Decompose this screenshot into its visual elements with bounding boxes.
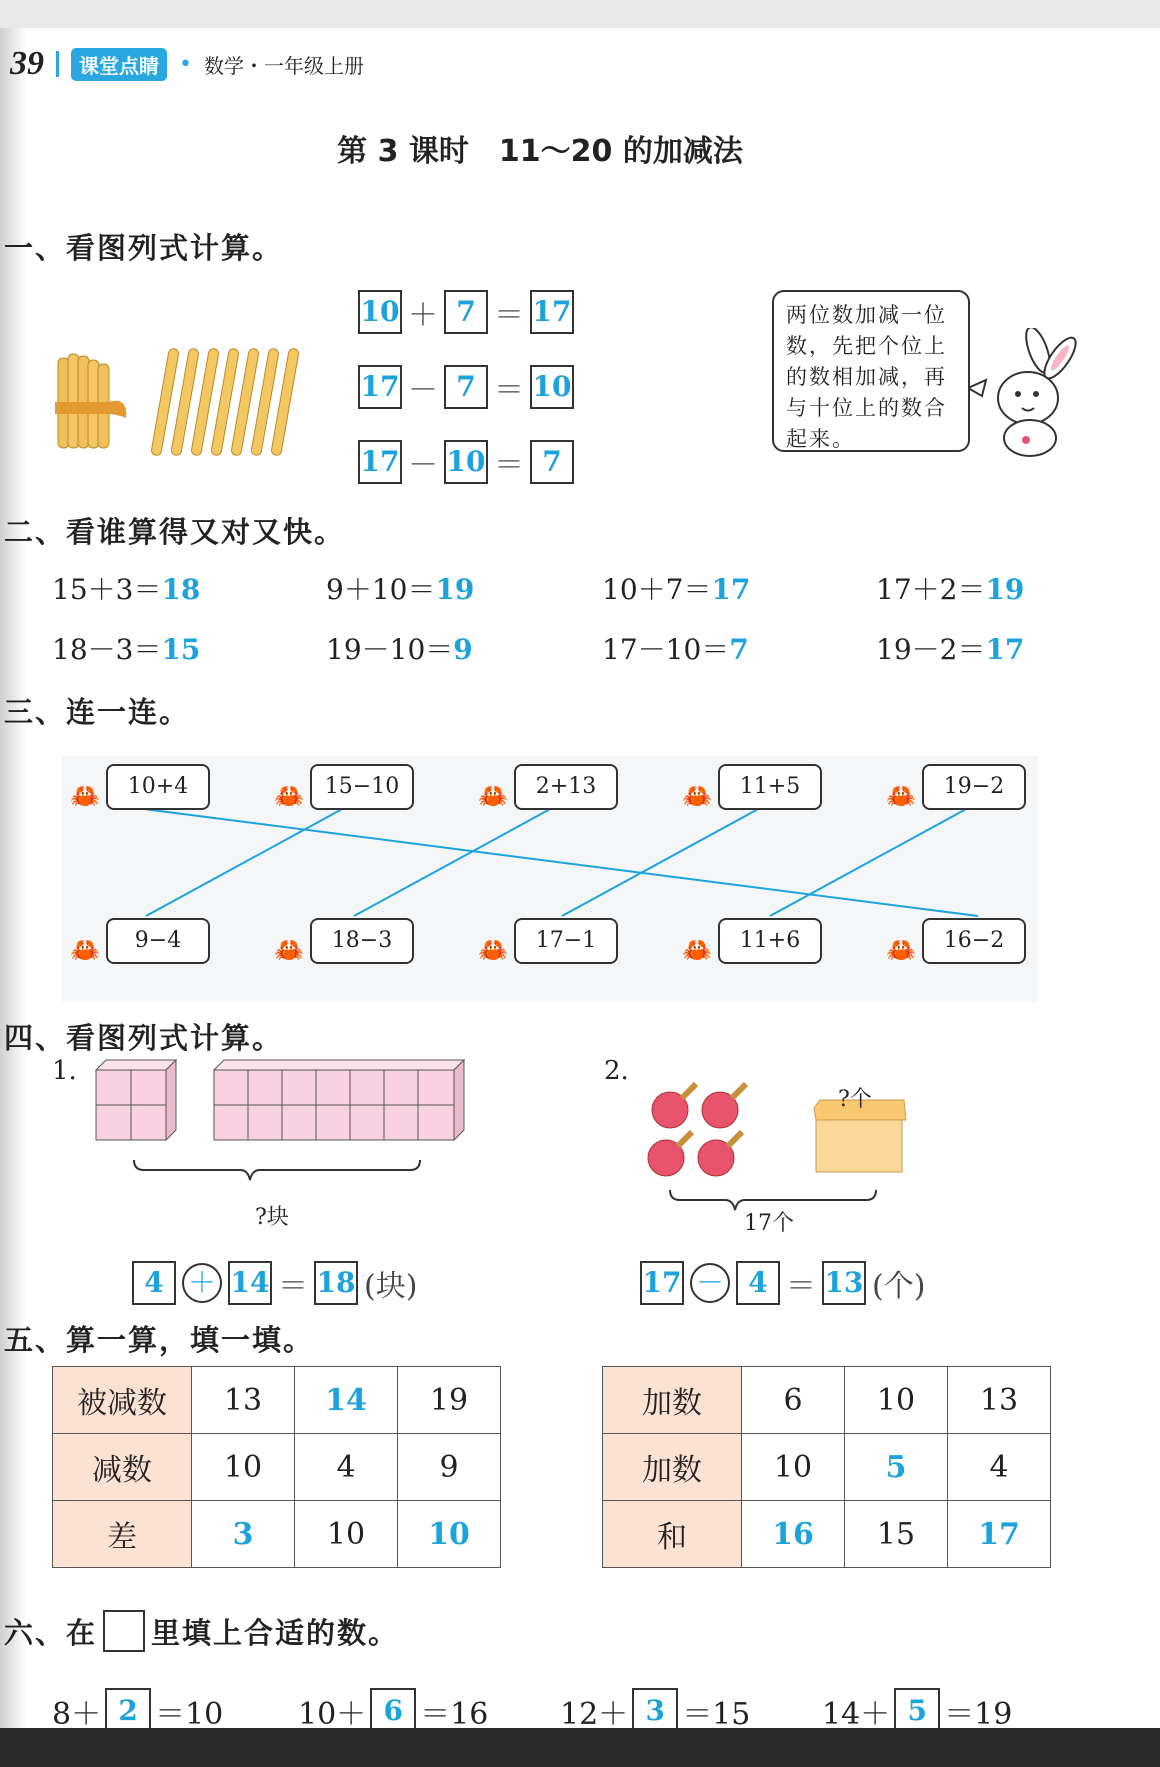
match-line (770, 808, 968, 916)
crab-icon: 🦀 (886, 782, 916, 810)
fill-blank-item (298, 1688, 488, 1728)
match-top-card[interactable]: 15−10 (310, 764, 414, 810)
answer-box[interactable]: 7 (444, 365, 488, 409)
table-cell: 4 (295, 1434, 398, 1501)
answer-box[interactable]: 4 (132, 1261, 176, 1305)
table-cell: 4 (948, 1434, 1051, 1501)
mental-math-item: 15＋3＝18 (52, 573, 201, 606)
answer-box[interactable]: 5 (894, 1688, 940, 1728)
tip-speech-bubble: 两位数加减一位数，先把个位上的数相加减，再与十位上的数合起来。 (772, 290, 970, 452)
section-6-text-start: 六、在 (4, 1615, 98, 1650)
expression-start: 12＋ (560, 1697, 629, 1728)
crab-icon: 🦀 (478, 936, 508, 964)
expression-start: 8＋ (52, 1697, 102, 1728)
equals-sign: ＝ (494, 373, 524, 408)
unit-label: (个) (872, 1269, 926, 1304)
cube-total-label: ?块 (255, 1205, 289, 1230)
table-cell: 6 (742, 1367, 845, 1434)
match-bottom-card[interactable]: 11+6 (718, 918, 822, 964)
section-6-text-end: 里填上合适的数。 (151, 1615, 400, 1650)
table-cell: 10 (295, 1501, 398, 1568)
match-top-card[interactable]: 2+13 (514, 764, 618, 810)
mental-math-item: 10＋7＝17 (602, 573, 751, 606)
table-cell: 10 (742, 1434, 845, 1501)
fill-blank-item (822, 1688, 1012, 1728)
crab-icon: 🦀 (682, 782, 712, 810)
answer-box[interactable]: 13 (822, 1261, 866, 1305)
match-top-card[interactable]: 11+5 (718, 764, 822, 810)
row-header: 减数 (53, 1434, 192, 1501)
fill-blank-item (52, 1688, 223, 1728)
answer-box[interactable]: 17 (530, 290, 574, 334)
matching-lines (0, 28, 1160, 1028)
ping-pong-paddle-icon (698, 1132, 742, 1176)
operator-circle[interactable]: － (690, 1263, 730, 1303)
equals-sign: ＝ (278, 1269, 308, 1304)
addition-table (602, 1366, 1051, 1568)
mental-math-item: 19－10＝9 (326, 633, 473, 666)
answer-box[interactable]: 3 (632, 1688, 678, 1728)
answer-box[interactable]: 18 (314, 1261, 358, 1305)
match-bottom-card[interactable]: 9−4 (106, 918, 210, 964)
expression-end: ＝19 (944, 1697, 1013, 1728)
mental-math-item: 17－10＝7 (602, 633, 749, 666)
cubes-illustration (90, 1048, 470, 1218)
match-line (136, 808, 978, 916)
question-number: 2. (604, 1056, 629, 1086)
cube-group-small (96, 1060, 176, 1140)
equals-sign: ＝ (786, 1269, 816, 1304)
answer-cell[interactable]: 14 (295, 1367, 398, 1434)
equals-sign: ＝ (494, 298, 524, 333)
table-row (603, 1501, 1051, 1568)
mental-math-item: 17＋2＝19 (876, 573, 1025, 606)
box-unknown-label: ?个 (838, 1087, 872, 1112)
part4-q1-equation (132, 1261, 417, 1305)
answer-box[interactable]: 7 (444, 290, 488, 334)
workbook-page (0, 28, 1160, 1728)
section-2-heading: 二、看谁算得又对又快。 (4, 515, 346, 549)
mental-math-item: 9＋10＝19 (326, 573, 475, 606)
ping-pong-paddle-icon (652, 1084, 696, 1128)
subject-label: 数学・一年级上册 (203, 53, 364, 78)
table-cell: 9 (398, 1434, 501, 1501)
crab-icon: 🦀 (274, 782, 304, 810)
answer-box[interactable]: 14 (228, 1261, 272, 1305)
answer-cell[interactable]: 3 (192, 1501, 295, 1568)
match-bottom-card[interactable]: 18−3 (310, 918, 414, 964)
section-4-heading: 四、看图列式计算。 (4, 1021, 284, 1055)
table-row (53, 1434, 501, 1501)
answer-box[interactable]: 2 (105, 1688, 151, 1728)
row-header: 被减数 (53, 1367, 192, 1434)
page-title: 第 3 课时 11～20 的加减法 (337, 134, 743, 169)
table-cell: 19 (398, 1367, 501, 1434)
header-dot: • (179, 51, 192, 77)
crab-icon: 🦀 (886, 936, 916, 964)
match-bottom-card[interactable]: 17−1 (514, 918, 618, 964)
crab-icon: 🦀 (70, 936, 100, 964)
table-row (603, 1367, 1051, 1434)
expression-end: ＝15 (682, 1697, 751, 1728)
table-row (53, 1501, 501, 1568)
answer-box[interactable]: 17 (358, 365, 402, 409)
table-cell: 10 (192, 1434, 295, 1501)
table-row (603, 1434, 1051, 1501)
match-top-card[interactable]: 19−2 (922, 764, 1026, 810)
section-1-heading: 一、看图列式计算。 (4, 231, 284, 265)
operator-circle[interactable]: ＋ (182, 1263, 222, 1303)
section-6-heading (4, 1610, 399, 1652)
part4-q2-equation (640, 1261, 925, 1305)
table-cell: 15 (845, 1501, 948, 1568)
row-header: 加数 (603, 1367, 742, 1434)
answer-cell[interactable]: 16 (742, 1501, 845, 1568)
answer-box[interactable]: 10 (530, 365, 574, 409)
fill-blank-item (560, 1688, 750, 1728)
screen-bottom-bar (0, 1728, 1160, 1767)
subtraction-table (52, 1366, 501, 1568)
match-line (146, 808, 344, 916)
table-cell: 10 (845, 1367, 948, 1434)
answer-cell[interactable]: 5 (845, 1434, 948, 1501)
page-number: 39 (10, 45, 44, 82)
table-row (53, 1367, 501, 1434)
ping-pong-paddle-icon (702, 1084, 746, 1128)
table-cell: 13 (948, 1367, 1051, 1434)
table-cell: 13 (192, 1367, 295, 1434)
expression-end: ＝16 (420, 1697, 489, 1728)
equals-sign: ＝ (494, 448, 524, 483)
section-3-heading: 三、连一连。 (4, 695, 191, 729)
paddle-total-label: 17个 (744, 1211, 794, 1236)
match-top-card[interactable]: 10+4 (106, 764, 210, 810)
answer-cell[interactable]: 10 (398, 1501, 501, 1568)
operator: － (408, 373, 438, 408)
operator: ＋ (408, 298, 438, 333)
brand-badge: 课堂点睛 (71, 48, 167, 81)
unit-label: (块) (364, 1269, 418, 1304)
expression-end: ＝10 (155, 1697, 224, 1728)
answer-cell[interactable]: 17 (948, 1501, 1051, 1568)
crab-icon: 🦀 (70, 782, 100, 810)
ping-pong-paddle-icon (648, 1132, 692, 1176)
crab-icon: 🦀 (274, 936, 304, 964)
mental-math-item: 18－3＝15 (52, 633, 201, 666)
row-header: 差 (53, 1501, 192, 1568)
expression-start: 10＋ (298, 1697, 367, 1728)
match-line (354, 808, 552, 916)
row-header: 和 (603, 1501, 742, 1568)
match-bottom-card[interactable]: 16−2 (922, 918, 1026, 964)
answer-box[interactable]: 7 (530, 440, 574, 484)
answer-box[interactable]: 4 (736, 1261, 780, 1305)
blank-box-sample (103, 1610, 145, 1652)
section-5-heading: 五、算一算，填一填。 (4, 1323, 315, 1357)
question-number: 1. (52, 1056, 77, 1086)
answer-box[interactable]: 17 (640, 1261, 684, 1305)
crab-icon: 🦀 (682, 936, 712, 964)
crab-icon: 🦀 (478, 782, 508, 810)
cube-group-large (214, 1060, 464, 1140)
row-header: 加数 (603, 1434, 742, 1501)
answer-box[interactable]: 6 (370, 1688, 416, 1728)
answer-box[interactable]: 10 (358, 290, 402, 334)
operator: － (408, 448, 438, 483)
match-line (562, 808, 760, 916)
brace (134, 1160, 420, 1180)
mental-math-item: 19－2＝17 (876, 633, 1025, 666)
expression-start: 14＋ (822, 1697, 891, 1728)
answer-box[interactable]: 17 (358, 440, 402, 484)
answer-box[interactable]: 10 (444, 440, 488, 484)
